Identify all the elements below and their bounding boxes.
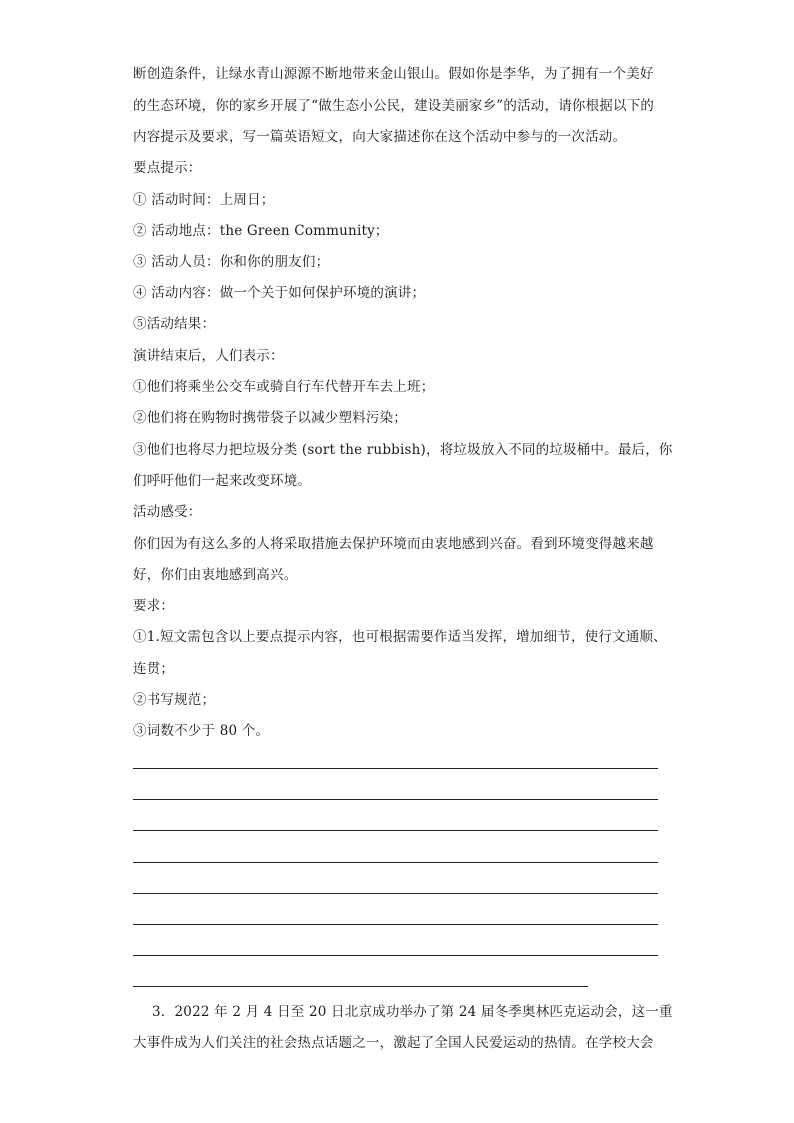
section-heading: 要求： xyxy=(133,598,175,614)
paragraph-line: 断创造条件，让绿水青山源源不断地带来金山银山。假如你是李华，为了拥有一个美好 xyxy=(133,66,654,82)
list-item: ①他们将乘坐公交车或骑自行车代替开车去上班； xyxy=(133,379,435,395)
list-item: ③ 活动人员：你和你的朋友们； xyxy=(133,254,330,270)
answer-line[interactable] xyxy=(133,862,658,863)
list-item: ① 活动时间：上周日； xyxy=(133,192,275,208)
question-text: 3．2022 年 2 月 4 日至 20 日北京成功举办了第 24 届冬季奥林匹克运动会，这一重 xyxy=(152,1004,673,1020)
list-item: ③他们也将尽力把垃圾分类 (sort the rubbish)，将垃圾放入不同的垃圾桶中。最后，你 xyxy=(133,442,673,458)
list-item: ⑤活动结果： xyxy=(133,316,216,332)
paragraph-line: 的生态环境，你的家乡开展了“做生态小公民，建设美丽家乡”的活动，请你根据以下的 xyxy=(133,98,655,114)
list-item: ② 活动地点：the Green Community； xyxy=(133,223,389,239)
paragraph-line: 演讲结束后，人们表示： xyxy=(133,348,284,364)
section-heading: 要点提示： xyxy=(133,160,202,176)
question-text: 大事件成为人们关注的社会热点话题之一，激起了全国人民爱运动的热情。在学校大会 xyxy=(133,1035,654,1051)
list-item: ①1.短文需包含以上要点提示内容，也可根据需要作适当发挥，增加细节，使行文通顺、 xyxy=(133,629,667,645)
paragraph-line: 连贯； xyxy=(133,661,175,677)
paragraph-line: 们呼吁他们一起来改变环境。 xyxy=(133,473,312,489)
answer-line[interactable] xyxy=(133,924,658,925)
paragraph-line: 好，你们由衷地感到高兴。 xyxy=(133,567,298,583)
paragraph-line: 你们因为有这么多的人将采取措施去保护环境而由衷地感到兴奋。看到环境变得越来越 xyxy=(133,536,654,552)
answer-line[interactable] xyxy=(133,830,658,831)
answer-line[interactable] xyxy=(133,955,658,956)
paragraph-line: 内容提示及要求，写一篇英语短文，向大家描述你在这个活动中参与的一次活动。 xyxy=(133,129,627,145)
answer-line[interactable] xyxy=(133,768,658,769)
list-item: ④ 活动内容：做一个关于如何保护环境的演讲； xyxy=(133,285,426,301)
answer-line[interactable] xyxy=(133,799,658,800)
list-item: ②他们将在购物时携带袋子以减少塑料污染； xyxy=(133,410,407,426)
list-item: ③词数不少于 80 个。 xyxy=(133,723,270,739)
answer-line[interactable] xyxy=(133,986,588,987)
answer-line[interactable] xyxy=(133,893,658,894)
list-item: ②书写规范； xyxy=(133,692,216,708)
section-heading: 活动感受： xyxy=(133,504,202,520)
